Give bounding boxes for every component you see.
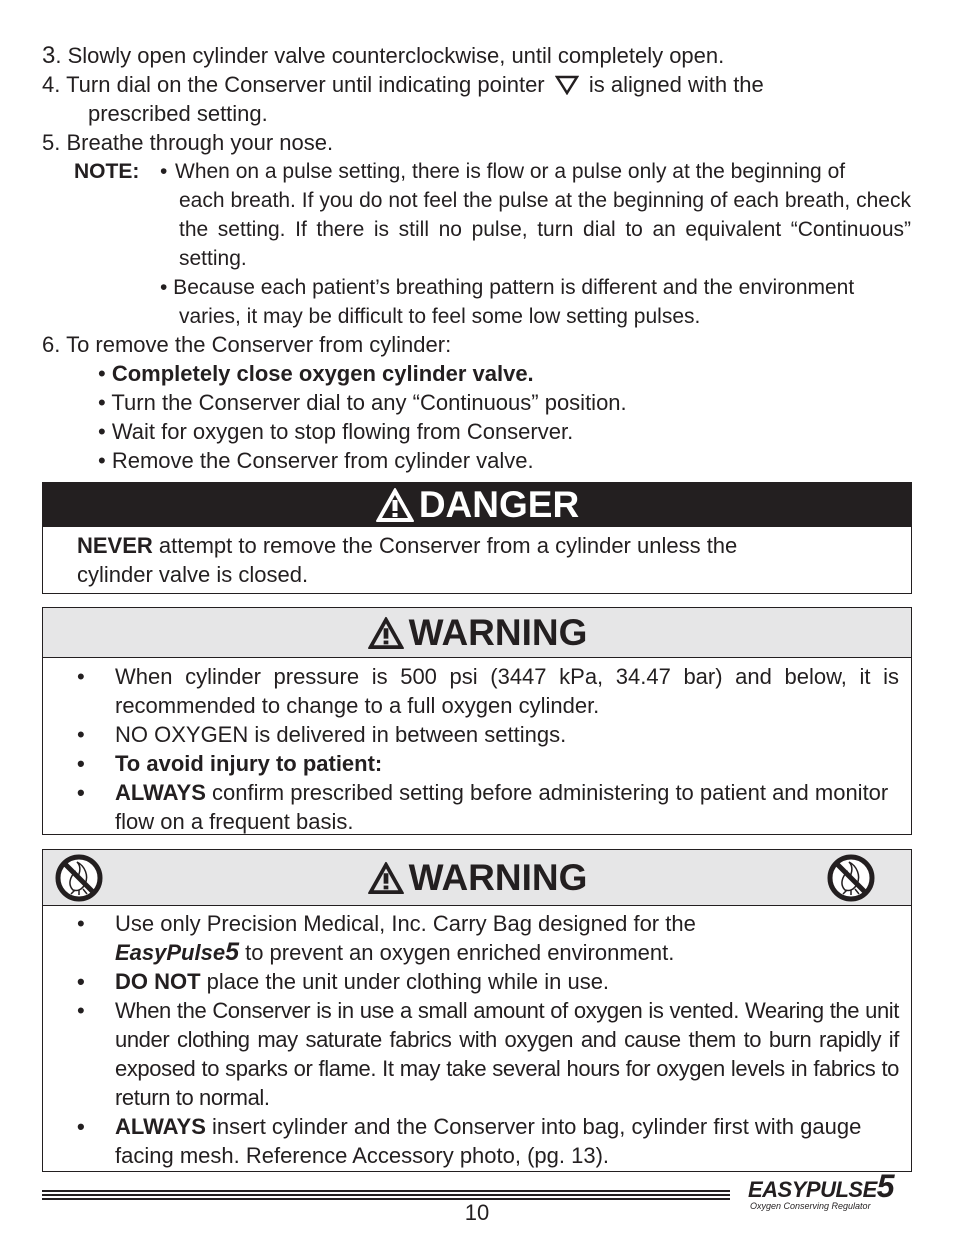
logo-brand-number: 5 — [876, 1168, 895, 1204]
warning-2-always: ALWAYS — [115, 1114, 206, 1139]
step-6-item-text: Remove the Conserver from cylinder valve. — [111, 448, 534, 473]
step-6-item-text: Turn the Conserver dial to any “Continuous” position. — [111, 390, 627, 415]
warning-2-item-text: When the Conserver is in use a small amount of oxygen is vented. Wearing the unit under clothing may saturate fabrics with oxygen and cause them to burn rapidly if exposed to sparks or flame. It may take several hours for oxygen levels in fabrics to return to normal. — [115, 998, 899, 1110]
warning-box-2: WARNING • Use only Precision Medical, Inc. Carry Bag designed for the EasyPulse5 to prevent an oxygen enriched environment. • DO NOT place the unit under clothing while in use. • When the Conserver is in use a small amount of oxygen is vented. Wearing the unit under clothing may saturate fabrics with oxygen and cause them to burn rapidly if exposed to sparks or flame. It may take several hours for oxygen levels in fabrics to return to normal. • ALWAYS insert cylinder and the Conserver into bag, cylinder first with gauge facing mesh. Reference Accessory photo, (pg. 13). — [42, 849, 912, 1172]
warning-1-item-text: NO OXYGEN is delivered in between settings. — [115, 722, 567, 747]
note-label: NOTE: — [74, 160, 140, 183]
step-3 — [42, 41, 724, 70]
danger-text-1: attempt to remove the Conserver from a cylinder unless the — [152, 533, 738, 558]
down-triangle-icon — [555, 75, 579, 95]
step-6-item: • Wait for oxygen to stop flowing from Conserver. — [98, 419, 574, 444]
step-6-item: • Turn the Conserver dial to any “Continuous” position. — [98, 390, 627, 415]
warning-2-do-not: DO NOT — [115, 969, 201, 994]
step-3-text: . Slowly open cylinder valve counterclockwise, until completely open. — [55, 43, 725, 68]
step-6-item-text: Wait for oxygen to stop flowing from Conserver. — [111, 419, 574, 444]
warning-2-item-text: insert cylinder and the Conserver into bag, cylinder first with gauge facing mesh. Reference Accessory photo, (pg. 13). — [115, 1114, 862, 1168]
note-2-first-line: • Because each patient’s breathing pattern is different and the environment — [160, 276, 855, 299]
warning-2-header — [43, 850, 911, 906]
danger-never: NEVER — [77, 533, 153, 558]
warning-2-item-text: place the unit under clothing while in use. — [200, 969, 610, 994]
step-4-text-after: is aligned with the — [588, 72, 764, 97]
step-4 — [42, 70, 764, 99]
logo-tagline: Oxygen Conserving Regulator — [750, 1201, 871, 1211]
warning-triangle-icon — [375, 487, 415, 523]
step-6: 6. To remove the Conserver from cylinder: — [42, 332, 452, 357]
page-number: 10 — [464, 1200, 490, 1225]
warning-1-header — [43, 608, 911, 658]
warning-2-item-text: Use only Precision Medical, Inc. Carry Bag designed for the — [115, 911, 696, 936]
warning-1-always: ALWAYS — [115, 780, 206, 805]
note-1-text: each breath. If you do not feel the pulse at the beginning of each breath, check the setting. If there is still no pulse, turn dial to an equivalent “Continuous” setting. — [179, 189, 911, 270]
easypulse-logo — [748, 1168, 918, 1211]
no-open-flame-icon — [827, 854, 875, 902]
warning-2-item-text: to prevent an oxygen enriched environment. — [238, 940, 675, 965]
danger-text-line-2: cylinder valve is closed. — [77, 562, 309, 587]
note-1-first-line: When on a pulse setting, there is flow or a pulse only at the beginning of — [175, 160, 846, 183]
logo-brand: EASYPULSE — [748, 1177, 877, 1202]
note-1-bullet: • — [160, 160, 168, 183]
step-6-item: • Completely close oxygen cylinder valve. — [98, 361, 534, 386]
step-6-item-text: Completely close oxygen cylinder valve. — [111, 361, 534, 386]
easypulse-brand: EasyPulse — [115, 940, 226, 965]
warning-2-title: WARNING — [408, 856, 588, 898]
no-open-flame-icon — [55, 854, 103, 902]
note-2-text: varies, it may be difficult to feel some low setting pulses. — [179, 305, 701, 328]
warning-triangle-icon — [367, 861, 405, 895]
step-6-item: • Remove the Conserver from cylinder valve. — [98, 448, 534, 473]
warning-triangle-icon — [367, 616, 405, 650]
warning-box-1: WARNING • When cylinder pressure is 500 psi (3447 kPa, 34.47 bar) and below, it is recommended to change to a full oxygen cylinder. • NO OXYGEN is delivered in between settings. • To avoid injury to patient: • ALWAYS confirm prescribed setting before administering to patient and monitor flow on a frequent basis. — [42, 607, 912, 835]
danger-box — [42, 482, 912, 594]
warning-1-item-text: confirm prescribed setting before administering to patient and monitor flow on a frequent basis. — [115, 780, 889, 834]
step-3-number: 3 — [42, 42, 56, 69]
danger-text-line-1 — [77, 531, 737, 560]
danger-title: DANGER — [418, 484, 580, 525]
step-4-continued: prescribed setting. — [88, 101, 268, 126]
warning-1-title: WARNING — [408, 611, 588, 653]
easypulse-brand-number: 5 — [225, 938, 239, 966]
step-4-text: 4. Turn dial on the Conserver until indicating pointer — [42, 72, 545, 97]
warning-1-item-text: When cylinder pressure is 500 psi (3447 kPa, 34.47 bar) and below, it is recommended to change to a full oxygen cylinder. — [115, 664, 899, 718]
step-5: 5. Breathe through your nose. — [42, 130, 334, 155]
warning-1-item-text: To avoid injury to patient: — [115, 751, 383, 776]
danger-header — [43, 483, 911, 527]
